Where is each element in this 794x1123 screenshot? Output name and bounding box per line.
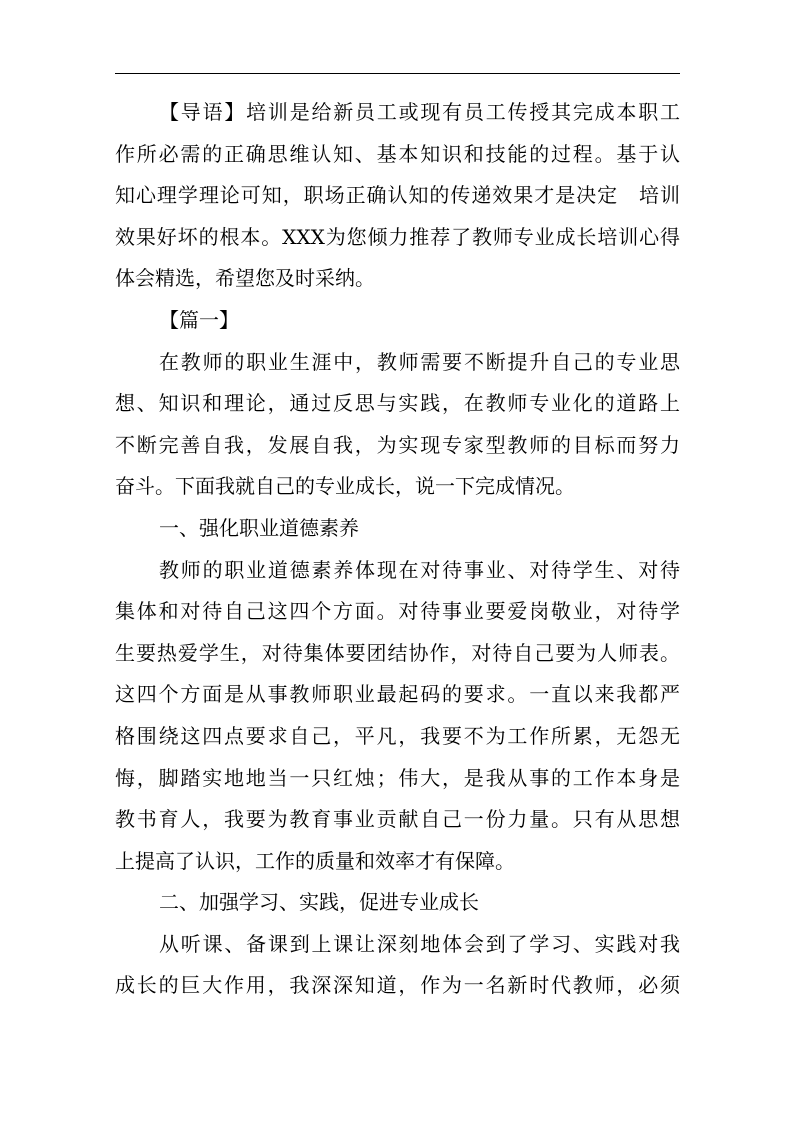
intro-line: 【导语】培训是给新员工或现有员工传授其完成本职工 — [159, 100, 680, 124]
paragraph-line: 格围绕这四点要求自己，平凡，我要不为工作所累，无怨无 — [115, 723, 680, 748]
document-body — [115, 92, 680, 1007]
intro-line: 作所必需的正确思维认知、基本知识和技能的过程。基于认 — [115, 141, 680, 166]
paragraph-line: 不断完善自我，发展自我，为实现专家型教师的目标而努力 — [115, 432, 680, 457]
subheading: 一、强化职业道德素养 — [159, 515, 359, 540]
paragraph-line: 生要热爱学生，对待集体要团结协作，对待自己要为人师表。 — [115, 640, 680, 665]
intro-line: 体会精选，希望您及时采纳。 — [115, 266, 375, 291]
paragraph-line: 悔，脚踏实地地当一只红烛；伟大，是我从事的工作本身是 — [115, 765, 680, 790]
paragraph-line: 这四个方面是从事教师职业最起码的要求。一直以来我都严 — [115, 682, 680, 707]
paragraph-line: 从听课、备课到上课让深刻地体会到了学习、实践对我 — [159, 931, 680, 956]
intro-line: 效果好坏的根本。XXX为您倾力推荐了教师专业成长培训心得 — [115, 224, 680, 249]
section-heading: 【篇一】 — [159, 307, 239, 332]
paragraph-line: 教师的职业道德素养体现在对待事业、对待学生、对待 — [159, 557, 680, 582]
header-rule — [115, 73, 680, 74]
intro-line: 知心理学理论可知，职场正确认知的传递效果才是决定 培训 — [115, 183, 680, 208]
paragraph-line: 集体和对待自己这四个方面。对待事业要爱岗敬业，对待学 — [115, 599, 680, 624]
paragraph-line: 成长的巨大作用，我深深知道，作为一名新时代教师，必须 — [115, 973, 680, 998]
paragraph-line: 奋斗。下面我就自己的专业成长，说一下完成情况。 — [115, 474, 575, 499]
paragraph-line: 想、知识和理论，通过反思与实践，在教师专业化的道路上 — [115, 391, 680, 416]
paragraph-line: 在教师的职业生涯中，教师需要不断提升自己的专业思 — [159, 349, 680, 374]
subheading: 二、加强学习、实践，促进专业成长 — [159, 890, 479, 915]
paragraph-line: 教书育人，我要为教育事业贡献自己一份力量。只有从思想 — [115, 807, 680, 832]
paragraph-line: 上提高了认识，工作的质量和效率才有保障。 — [115, 848, 515, 873]
